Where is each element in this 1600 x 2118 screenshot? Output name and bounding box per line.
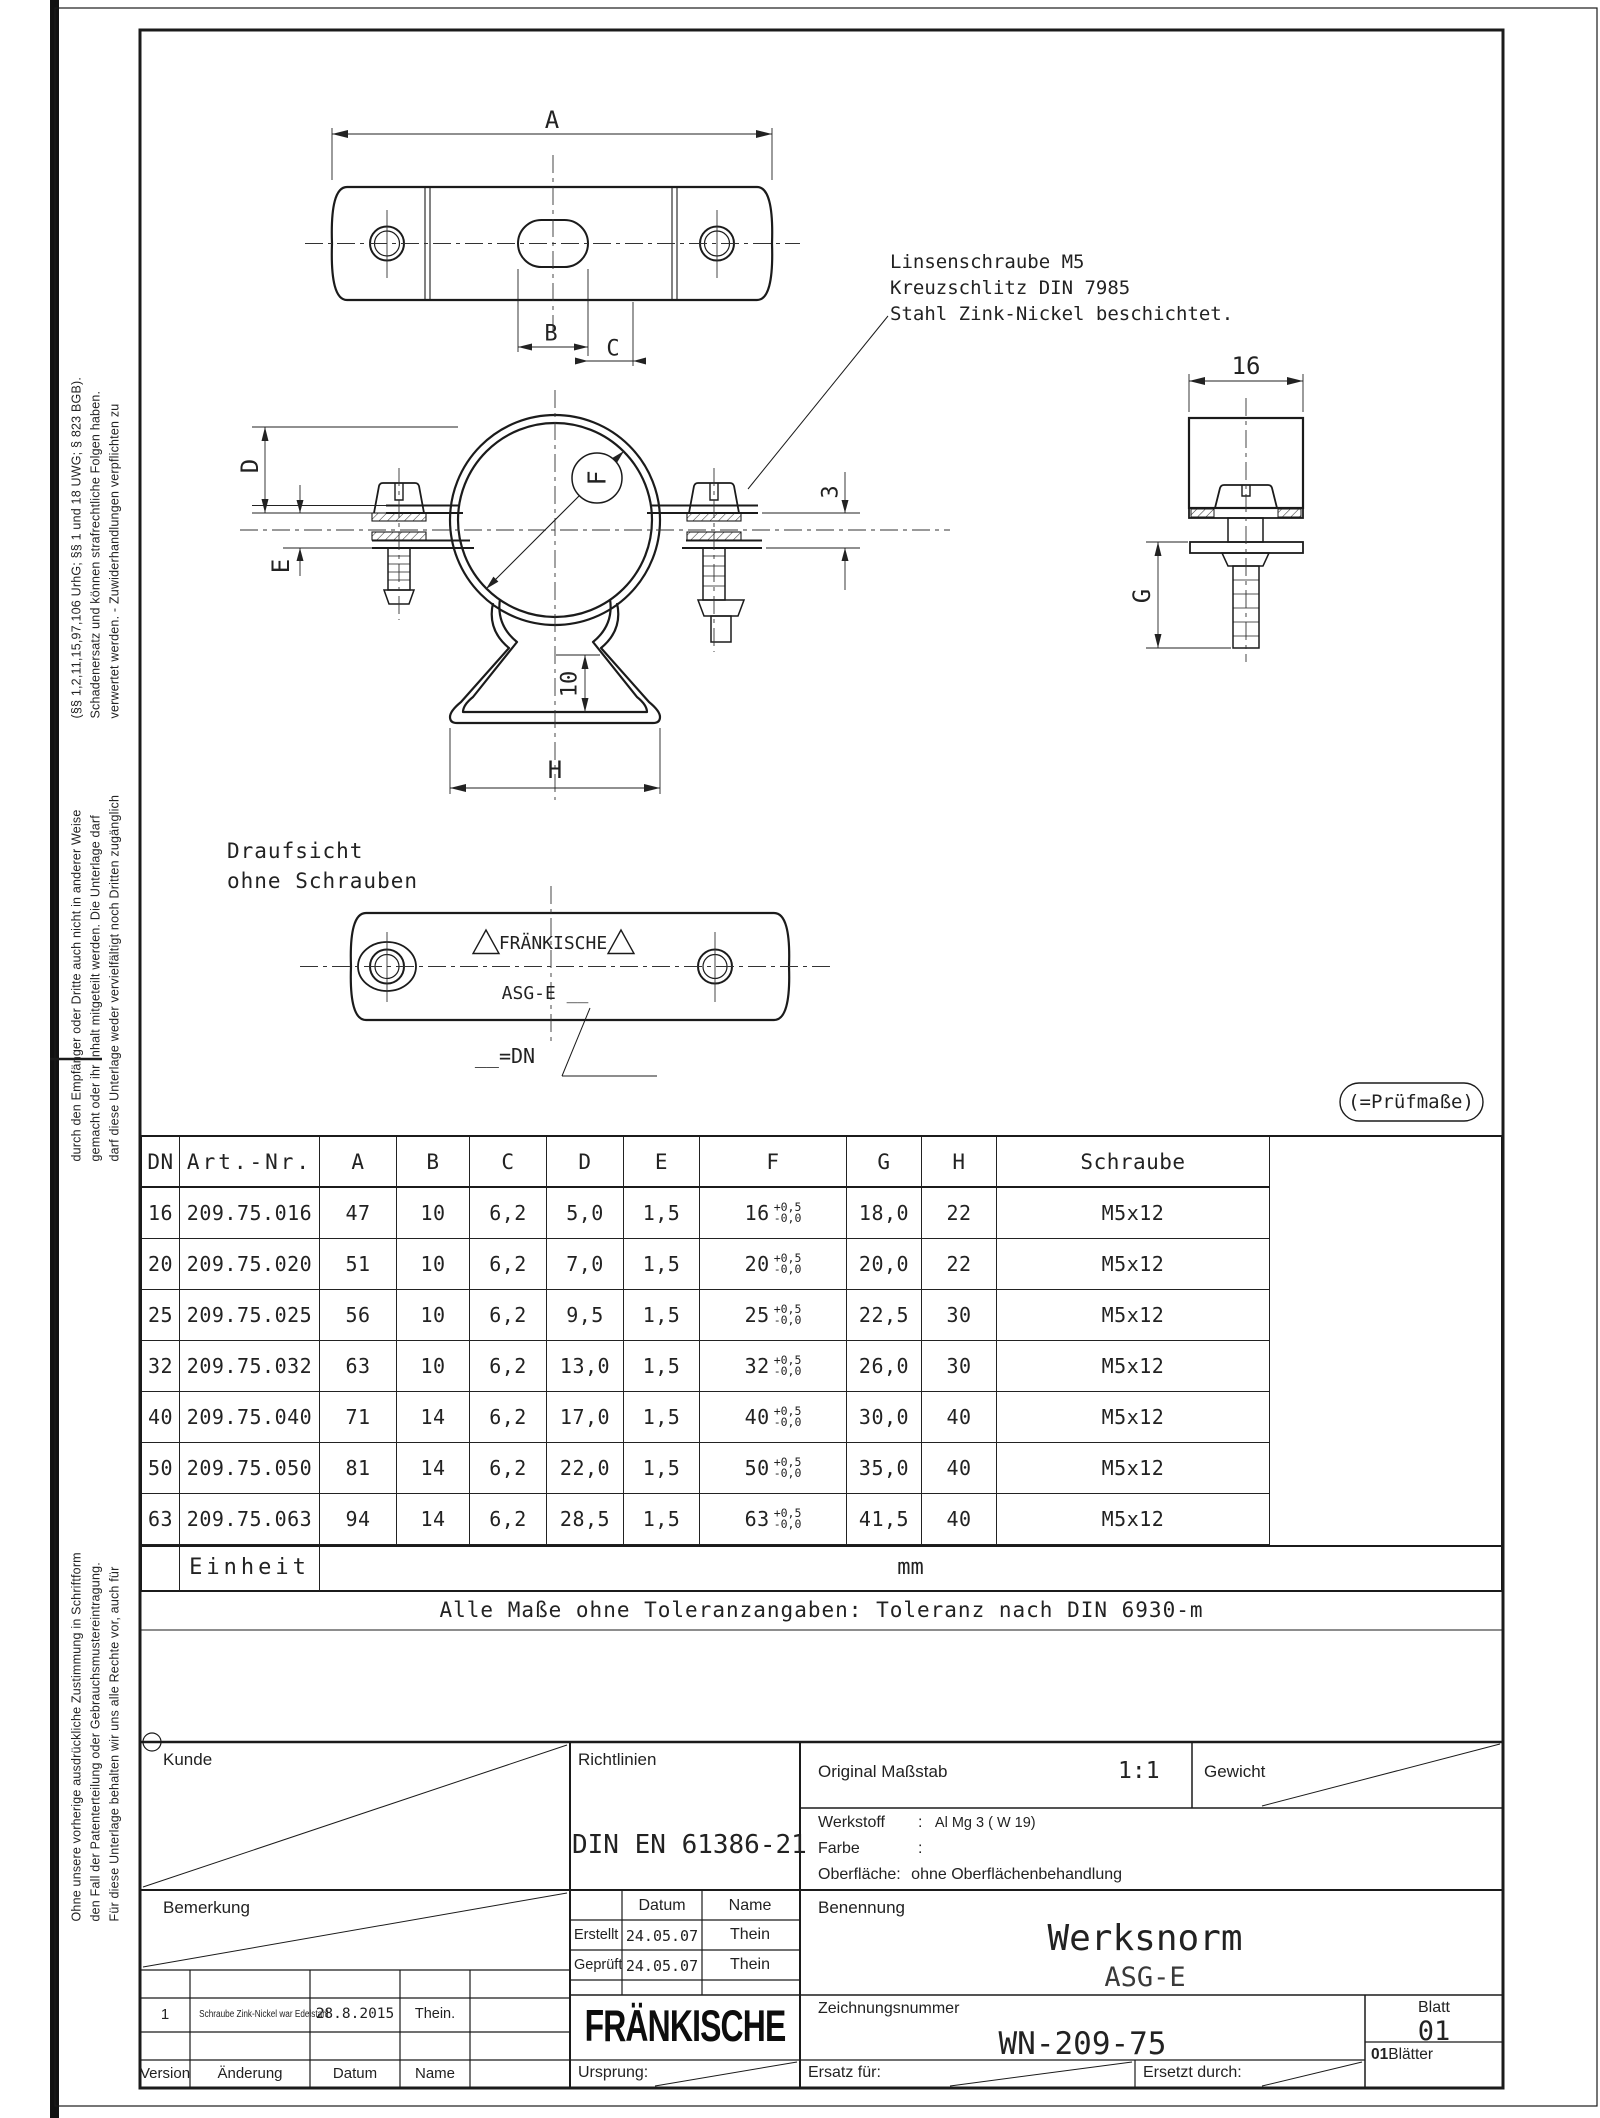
cell-a: 63 xyxy=(320,1341,397,1392)
cell-e: 1,5 xyxy=(624,1494,700,1545)
cell-e: 1,5 xyxy=(624,1188,700,1239)
unit-row-value: mm xyxy=(897,1555,924,1580)
farbe-label: Farbe xyxy=(818,1840,860,1857)
benennung-value-1: Werksnorm xyxy=(1047,1918,1243,1959)
cell-b: 10 xyxy=(397,1188,470,1239)
cell-f: 25 +0,5 -0,0 xyxy=(700,1290,847,1341)
revision-datum: 28.8.2015 xyxy=(315,2006,395,2022)
callout-line-1: Linsenschraube M5 xyxy=(890,251,1085,273)
cell-e: 1,5 xyxy=(624,1341,700,1392)
dimension-table xyxy=(140,1135,1503,1592)
bemerkung-label: Bemerkung xyxy=(163,1898,250,1917)
cell-e: 1,5 xyxy=(624,1290,700,1341)
cell-a: 71 xyxy=(320,1392,397,1443)
cell-b: 10 xyxy=(397,1290,470,1341)
cell-dn: 40 xyxy=(142,1392,180,1443)
stamp-product-text: ASG-E __ xyxy=(501,983,589,1004)
richtlinien-value: DIN EN 61386-21 xyxy=(572,1830,807,1860)
cell-h: 30 xyxy=(922,1290,997,1341)
legal-text-rights xyxy=(68,1362,125,1922)
erstellt-name: Thein xyxy=(729,1926,771,1943)
callout-leader xyxy=(748,316,888,489)
col-header-c: C xyxy=(470,1137,547,1188)
legal-line: darf diese Unterlage weder vervielfältigt noch Dritten zugänglich xyxy=(107,794,122,1162)
sheet-frame xyxy=(50,0,1597,2118)
erstellt-datum: 24.05.07 xyxy=(625,1927,699,1945)
cell-dn: 32 xyxy=(142,1341,180,1392)
cell-g: 41,5 xyxy=(847,1494,922,1545)
zeichnungsnummer-label: Zeichnungsnummer xyxy=(818,2000,960,2017)
col-header-g: G xyxy=(847,1137,922,1188)
oberflaeche-row xyxy=(818,1866,1122,1884)
aenderung-label: Änderung xyxy=(217,2065,283,2082)
oberflaeche-label: Oberfläche: xyxy=(818,1866,901,1883)
cell-g: 20,0 xyxy=(847,1239,922,1290)
name-label: Name xyxy=(414,2065,455,2082)
dim-d-label: D xyxy=(236,458,264,474)
ersetzt-label: Ersetzt durch: xyxy=(1143,2064,1242,2081)
cell-d: 17,0 xyxy=(547,1392,624,1443)
right-screw xyxy=(647,483,762,642)
cell-dn: 25 xyxy=(142,1290,180,1341)
cell-schraube: M5x12 xyxy=(997,1494,1270,1545)
cell-c: 6,2 xyxy=(470,1188,547,1239)
cell-f: 40 +0,5 -0,0 xyxy=(700,1392,847,1443)
dim-b-label: B xyxy=(544,321,558,347)
cell-e: 1,5 xyxy=(624,1443,700,1494)
cell-b: 10 xyxy=(397,1239,470,1290)
benennung-value-2: ASG-E xyxy=(1104,1962,1186,1993)
dim-e-label: E xyxy=(267,558,295,574)
dimension-table-grid xyxy=(142,1137,1270,1545)
col-header-a: A xyxy=(320,1137,397,1188)
cell-g: 35,0 xyxy=(847,1443,922,1494)
cell-artnr: 209.75.016 xyxy=(180,1188,320,1239)
legal-line: (§§ 1,2,11,15,97,106 UrhG; §§ 1 und 18 UWG; § 823 BGB). xyxy=(69,376,84,719)
richtlinien-label: Richtlinien xyxy=(578,1750,657,1769)
legal-line: Für diese Unterlage behalten wir uns alle Rechte vor, auch für xyxy=(107,1566,122,1922)
tolerance-note: Alle Maße ohne Toleranzangaben: Toleranz nach DIN 6930-m xyxy=(439,1598,1204,1622)
cell-g: 18,0 xyxy=(847,1188,922,1239)
zeichnungsnummer-value: WN-209-75 xyxy=(998,2026,1167,2062)
werkstoff-label: Werkstoff xyxy=(818,1814,885,1831)
legal-text-distribution xyxy=(68,602,125,1162)
dim-16-label: 16 xyxy=(1231,352,1261,380)
geprueft-datum: 24.05.07 xyxy=(625,1957,699,1975)
cell-a: 51 xyxy=(320,1239,397,1290)
cell-h: 40 xyxy=(922,1494,997,1545)
blatt-label: Blatt xyxy=(1417,1999,1450,2016)
left-screw xyxy=(372,483,474,604)
oberflaeche-value: ohne Oberflächenbehandlung xyxy=(911,1866,1123,1883)
cell-schraube: M5x12 xyxy=(997,1188,1270,1239)
front-view xyxy=(240,316,950,800)
cell-a: 94 xyxy=(320,1494,397,1545)
blatt-value: 01 xyxy=(1417,2016,1451,2047)
legal-line: verwertet werden. - Zuwiderhandlungen verpflichten zu xyxy=(107,403,122,719)
unit-row-label: Einheit xyxy=(180,1547,320,1591)
cell-dn: 50 xyxy=(142,1443,180,1494)
dim-3-label: 3 xyxy=(818,485,844,499)
side-view xyxy=(1146,374,1303,662)
legal-line: gemacht oder ihr Inhalt mitgeteilt werden. Die Unterlage darf xyxy=(88,815,103,1162)
cell-b: 14 xyxy=(397,1443,470,1494)
view-label-line-1: Draufsicht xyxy=(227,839,364,863)
revision-aenderung: Schraube Zink-Nickel war Edelstahl xyxy=(199,2009,329,2020)
cell-c: 6,2 xyxy=(470,1239,547,1290)
dim-a-label: A xyxy=(544,106,560,134)
massstab-label: Original Maßstab xyxy=(818,1762,948,1781)
cell-d: 5,0 xyxy=(547,1188,624,1239)
cell-c: 6,2 xyxy=(470,1341,547,1392)
cell-f: 50 +0,5 -0,0 xyxy=(700,1443,847,1494)
cell-h: 40 xyxy=(922,1443,997,1494)
legal-line: Schadenersatz und können strafrechtliche Folgen haben. xyxy=(88,390,103,719)
col-header-schraube: Schraube xyxy=(997,1137,1270,1188)
cell-d: 22,0 xyxy=(547,1443,624,1494)
cell-h: 22 xyxy=(922,1188,997,1239)
cell-c: 6,2 xyxy=(470,1443,547,1494)
fraenkische-logo: FRÄNKISCHE xyxy=(584,2001,786,2052)
werkstoff-colon: : xyxy=(918,1814,923,1831)
blaetter-cell xyxy=(1371,2046,1433,2064)
cell-d: 7,0 xyxy=(547,1239,624,1290)
cell-f: 32 +0,5 -0,0 xyxy=(700,1341,847,1392)
stamp-triangle-left xyxy=(473,930,499,954)
cell-f: 20 +0,5 -0,0 xyxy=(700,1239,847,1290)
cell-c: 6,2 xyxy=(470,1290,547,1341)
cell-artnr: 209.75.020 xyxy=(180,1239,320,1290)
cell-schraube: M5x12 xyxy=(997,1392,1270,1443)
cell-a: 47 xyxy=(320,1188,397,1239)
table-unit-row xyxy=(142,1545,1501,1591)
dim-g-label: G xyxy=(1128,588,1156,604)
name-col-label: Name xyxy=(728,1897,772,1914)
datum-label: Datum xyxy=(332,2065,378,2082)
blaetter-label: Blätter xyxy=(1388,2046,1434,2063)
cell-dn: 20 xyxy=(142,1239,180,1290)
erstellt-label: Erstellt xyxy=(574,1927,619,1943)
cell-d: 28,5 xyxy=(547,1494,624,1545)
cell-artnr: 209.75.032 xyxy=(180,1341,320,1392)
dim-c-label: C xyxy=(606,336,620,362)
cell-a: 81 xyxy=(320,1443,397,1494)
legal-line: den Fall der Patenterteilung oder Gebrauchsmustereintragung. xyxy=(88,1562,103,1922)
version-label: Version xyxy=(140,2065,191,2082)
revision-version: 1 xyxy=(160,2006,170,2023)
ursprung-label: Ursprung: xyxy=(578,2064,649,2081)
col-header-d: D xyxy=(547,1137,624,1188)
cell-e: 1,5 xyxy=(624,1239,700,1290)
callout-line-2: Kreuzschlitz DIN 7985 xyxy=(890,277,1131,299)
cell-f: 16 +0,5 -0,0 xyxy=(700,1188,847,1239)
col-header-dn: DN xyxy=(142,1137,180,1188)
col-header-h: H xyxy=(922,1137,997,1188)
pruefmasse-badge-text: (=Prüfmaße) xyxy=(1348,1091,1474,1113)
legal-line: Ohne unsere vorherige ausdrückliche Zustimmung in Schriftform xyxy=(69,1552,84,1922)
cell-b: 10 xyxy=(397,1341,470,1392)
massstab-value: 1:1 xyxy=(1118,1758,1160,1784)
cell-b: 14 xyxy=(397,1392,470,1443)
geprueft-label: Geprüft xyxy=(574,1957,623,1973)
dim-h-label: H xyxy=(547,756,563,784)
stamp-brand-text: FRÄNKISCHE xyxy=(498,933,608,954)
col-header-f: F xyxy=(700,1137,847,1188)
cell-artnr: 209.75.040 xyxy=(180,1392,320,1443)
gewicht-label: Gewicht xyxy=(1204,1762,1266,1781)
cell-d: 13,0 xyxy=(547,1341,624,1392)
cell-d: 9,5 xyxy=(547,1290,624,1341)
cell-b: 14 xyxy=(397,1494,470,1545)
view-label-line-2: ohne Schrauben xyxy=(227,869,419,893)
stamp-dn-note: __=DN xyxy=(474,1044,536,1068)
datum-col-label: Datum xyxy=(638,1897,686,1914)
stamp-triangle-right xyxy=(608,930,634,954)
cell-dn: 63 xyxy=(142,1494,180,1545)
cell-artnr: 209.75.063 xyxy=(180,1494,320,1545)
cell-a: 56 xyxy=(320,1290,397,1341)
cell-schraube: M5x12 xyxy=(997,1443,1270,1494)
geprueft-name: Thein xyxy=(729,1956,771,1973)
cell-h: 22 xyxy=(922,1239,997,1290)
table-empty-column xyxy=(1270,1137,1500,1545)
werkstoff-value: Al Mg 3 ( W 19) xyxy=(934,1815,1036,1831)
col-header-artnr: Art.-Nr. xyxy=(180,1137,320,1188)
cell-c: 6,2 xyxy=(470,1392,547,1443)
cell-f: 63 +0,5 -0,0 xyxy=(700,1494,847,1545)
farbe-colon: : xyxy=(918,1840,923,1857)
kunde-label: Kunde xyxy=(163,1750,213,1769)
stamp-view xyxy=(300,886,832,1076)
farbe-row xyxy=(818,1840,922,1858)
cell-g: 30,0 xyxy=(847,1392,922,1443)
werkstoff-row xyxy=(818,1814,1036,1832)
cell-e: 1,5 xyxy=(624,1392,700,1443)
cell-schraube: M5x12 xyxy=(997,1341,1270,1392)
col-header-b: B xyxy=(397,1137,470,1188)
dim-10-label: 10 xyxy=(557,670,583,698)
cell-h: 40 xyxy=(922,1392,997,1443)
cell-schraube: M5x12 xyxy=(997,1239,1270,1290)
ersatz-label: Ersatz für: xyxy=(808,2064,881,2081)
blaetter-num: 01 xyxy=(1371,2046,1389,2063)
cell-g: 22,5 xyxy=(847,1290,922,1341)
benennung-label: Benennung xyxy=(818,1898,905,1917)
callout-line-3: Stahl Zink-Nickel beschichtet. xyxy=(890,303,1234,325)
legal-line: durch den Empfänger oder Dritte auch nicht in anderer Weise xyxy=(69,809,84,1162)
cell-g: 26,0 xyxy=(847,1341,922,1392)
cell-h: 30 xyxy=(922,1341,997,1392)
cell-dn: 16 xyxy=(142,1188,180,1239)
dim-f-label: F xyxy=(582,470,612,486)
cell-c: 6,2 xyxy=(470,1494,547,1545)
cell-artnr: 209.75.050 xyxy=(180,1443,320,1494)
cell-schraube: M5x12 xyxy=(997,1290,1270,1341)
col-header-e: E xyxy=(624,1137,700,1188)
unit-row-dn-cell xyxy=(142,1547,180,1591)
revision-name: Thein. xyxy=(414,2006,456,2022)
cell-artnr: 209.75.025 xyxy=(180,1290,320,1341)
